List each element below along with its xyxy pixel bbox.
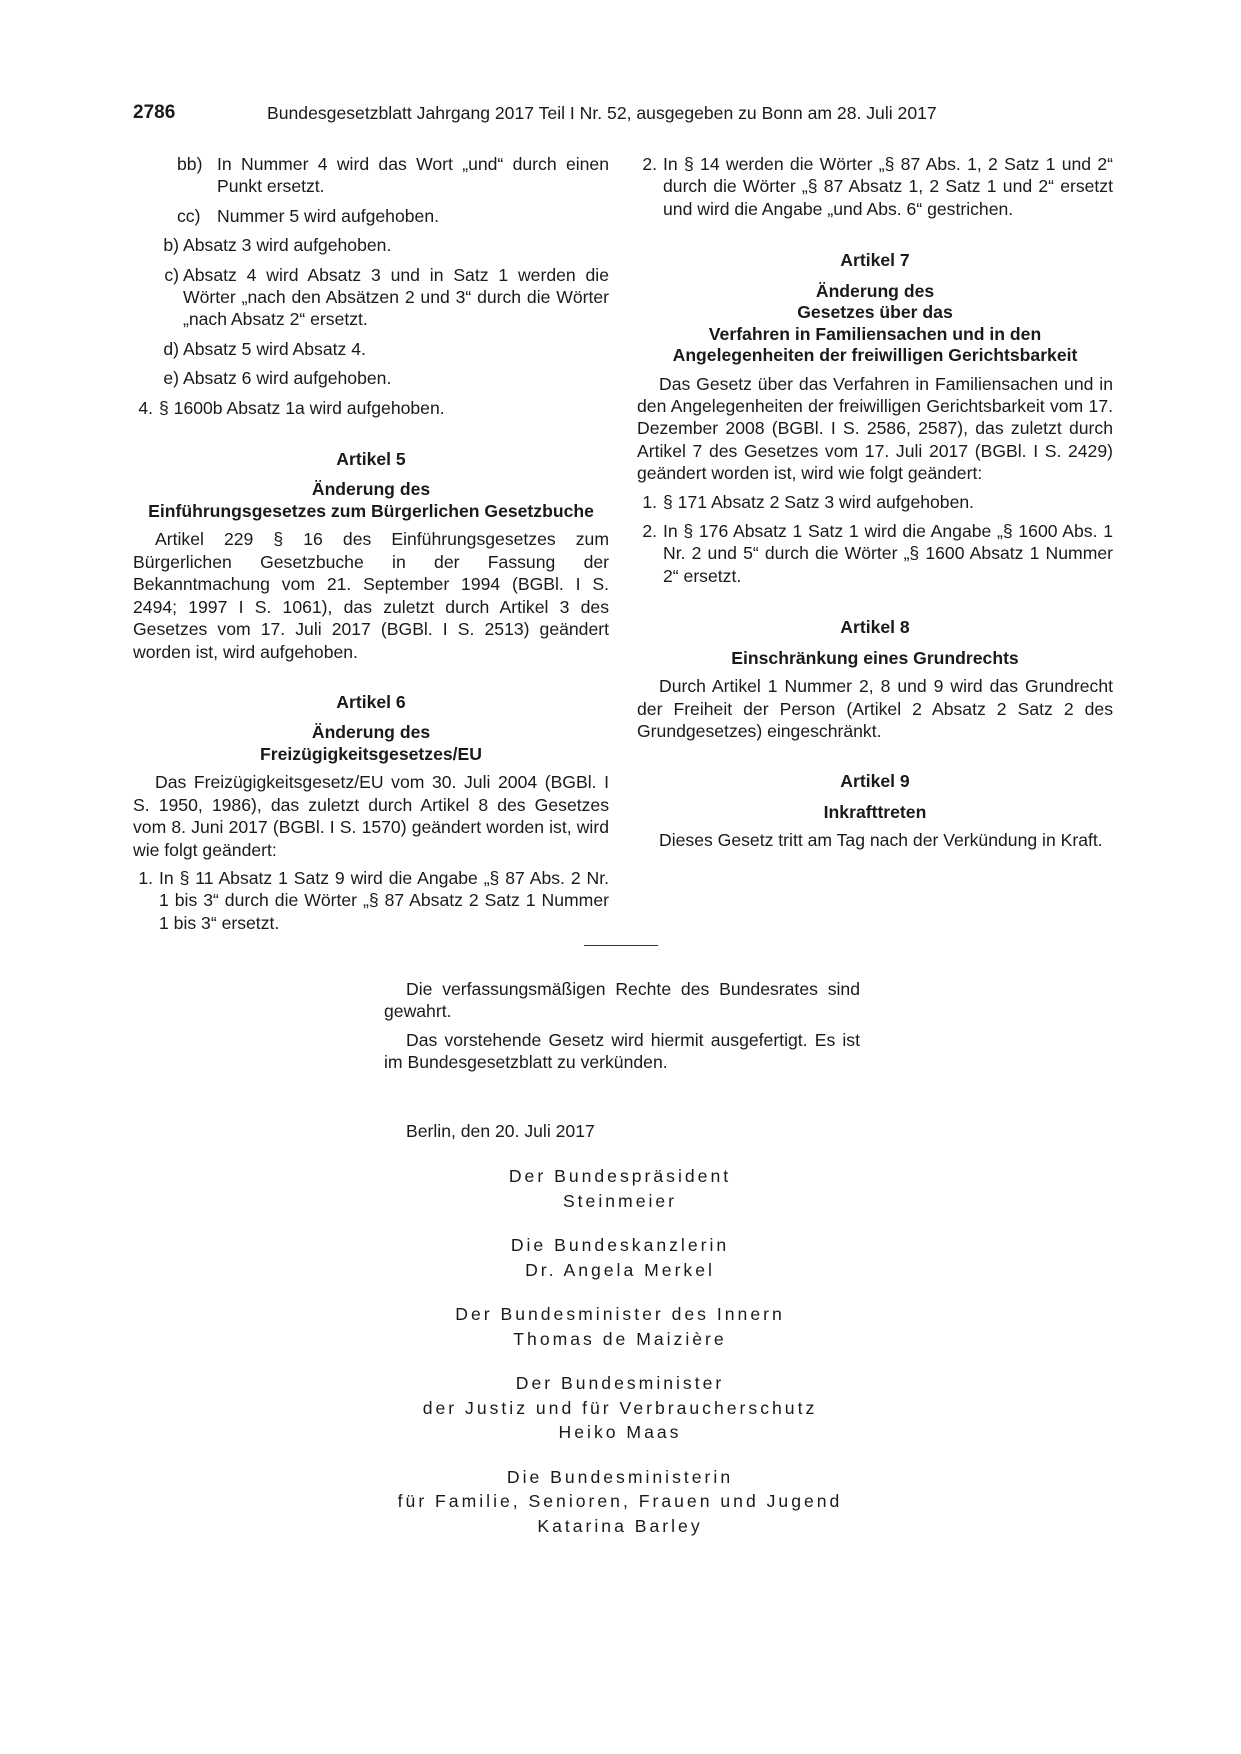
- item-label: b): [163, 235, 179, 256]
- signature: [340, 1302, 900, 1351]
- item-text: In Nummer 4 wird das Wort „und“ durch einen Punkt ersetzt.: [217, 154, 609, 197]
- article-title: [133, 479, 609, 522]
- list-item: [133, 367, 609, 389]
- right-column: [637, 153, 1113, 858]
- article-title-line: Gesetzes über das: [797, 302, 953, 323]
- signatory-role: Die Bundesministerin: [506, 1466, 734, 1487]
- article-title-line: Angelegenheiten der freiwilligen Gerichtsbarkeit: [672, 345, 1078, 366]
- closing-paragraph: Das vorstehende Gesetz wird hiermit ausgefertigt. Es ist im Bundesgesetzblatt zu verkünden.: [384, 1029, 860, 1073]
- article-title-line: Einführungsgesetzes zum Bürgerlichen Gesetzbuche: [148, 500, 594, 521]
- list-item: [637, 520, 1113, 587]
- item-text: Absatz 6 wird aufgehoben.: [183, 368, 392, 389]
- page-header: [133, 102, 1113, 130]
- article-body: Das Freizügigkeitsgesetz/EU vom 30. Juli 2004 (BGBl. I S. 1950, 1986), das zuletzt durch Artikel 8 des Gesetzes vom 8. Juni 2017 (BGBl. I S. 1570) geändert worden ist, wird wie folgt geändert:: [133, 772, 609, 860]
- item-text: § 1600b Absatz 1a wird aufgehoben.: [159, 397, 445, 418]
- article-title-line: Inkrafttreten: [823, 801, 927, 822]
- article-title: [133, 722, 609, 765]
- signatory-role: für Familie, Senioren, Frauen und Jugend: [397, 1491, 843, 1511]
- article-heading: Artikel 6: [336, 691, 406, 712]
- list-item: [133, 397, 609, 419]
- item-label: cc): [177, 205, 201, 226]
- article-heading: Artikel 8: [840, 617, 910, 638]
- article-title-line: Verfahren in Familiensachen und in den: [708, 323, 1042, 344]
- article-title: [637, 802, 1113, 824]
- header-title: Bundesgesetzblatt Jahrgang 2017 Teil I Nr. 52, ausgegeben zu Bonn am 28. Juli 2017: [267, 103, 937, 123]
- item-label: d): [163, 338, 179, 359]
- article-title-line: Änderung des: [311, 479, 431, 500]
- item-label: bb): [177, 154, 203, 174]
- list-item: [133, 264, 609, 331]
- list-item: [133, 338, 609, 360]
- place-date: Berlin, den 20. Juli 2017: [406, 1121, 595, 1141]
- article-heading: Artikel 9: [840, 771, 910, 792]
- signature: [340, 1371, 900, 1445]
- signatory-name: Dr. Angela Merkel: [525, 1259, 715, 1280]
- page-number: 2786: [133, 102, 176, 123]
- item-text: In § 176 Absatz 1 Satz 1 wird die Angabe „§ 1600 Abs. 1 Nr. 2 und 5“ durch die Wörter „§ 1600 Absatz 1 Nummer 2“ ersetzt.: [663, 521, 1113, 586]
- signature: [340, 1164, 900, 1213]
- article-title-line: Änderung des: [815, 280, 935, 301]
- signatory-name: Steinmeier: [562, 1190, 678, 1211]
- item-label: 4.: [138, 397, 153, 418]
- item-text: Nummer 5 wird aufgehoben.: [217, 205, 439, 226]
- list-item: [637, 491, 1113, 513]
- item-text: In § 11 Absatz 1 Satz 9 wird die Angabe „§ 87 Abs. 2 Nr. 1 bis 3“ durch die Wörter „§ 87 Absatz 2 Satz 1 Nummer 1 bis 3“ ersetzt.: [159, 867, 609, 933]
- closing-formula: [384, 978, 860, 1080]
- article-title-line: Einschränkung eines Grundrechts: [731, 647, 1019, 668]
- article-body: Dieses Gesetz tritt am Tag nach der Verkündung in Kraft.: [659, 830, 1103, 851]
- article-title-line: Änderung des: [311, 722, 431, 743]
- list-item: [133, 867, 609, 934]
- item-label: c): [164, 264, 179, 285]
- closing-paragraph: Die verfassungsmäßigen Rechte des Bundesrates sind gewahrt.: [384, 979, 860, 1022]
- item-label: 1.: [642, 491, 657, 512]
- item-label: 1.: [138, 867, 153, 888]
- signatory-name: Thomas de Maizière: [513, 1328, 727, 1349]
- list-item: [637, 153, 1113, 220]
- signatory-name: Heiko Maas: [558, 1422, 682, 1442]
- item-label: e): [163, 368, 179, 389]
- list-item: [133, 153, 609, 198]
- article-heading: Artikel 5: [336, 449, 406, 470]
- item-label: 2.: [642, 154, 657, 174]
- signatory-name: Katarina Barley: [537, 1515, 703, 1536]
- left-column: [133, 153, 609, 941]
- signatory-role: Der Bundespräsident: [508, 1166, 732, 1186]
- list-item: [133, 205, 609, 227]
- signature: [340, 1233, 900, 1282]
- signature: [340, 1465, 900, 1539]
- signature-block: [340, 1164, 900, 1558]
- item-label: 2.: [642, 521, 657, 542]
- article-title: [637, 648, 1113, 670]
- article-title-line: Freizügigkeitsgesetzes/EU: [260, 743, 482, 764]
- signatory-role: Der Bundesminister des Innern: [455, 1304, 785, 1324]
- article-title: [637, 281, 1113, 367]
- item-text: § 171 Absatz 2 Satz 3 wird aufgehoben.: [663, 491, 975, 512]
- signatory-role: Der Bundesminister: [515, 1373, 725, 1393]
- signatory-role: der Justiz und für Verbraucherschutz: [422, 1397, 818, 1418]
- item-text: Absatz 5 wird Absatz 4.: [183, 338, 366, 359]
- article-body: Durch Artikel 1 Nummer 2, 8 und 9 wird das Grundrecht der Freiheit der Person (Artikel 2 Absatz 2 Satz 2 des Grundgesetzes) eingeschränkt.: [637, 676, 1113, 741]
- article-body: Artikel 229 § 16 des Einführungsgesetzes zum Bürgerlichen Gesetzbuche in der Fassung der Bekanntmachung vom 21. September 1994 (BGBl. I S. 2494; 1997 I S. 1061), das zuletzt durch Artikel 3 des Gesetzes vom 17. Juli 2017 (BGBl. I S. 2513) geändert worden ist, wird aufgehoben.: [133, 529, 609, 662]
- section-divider: [584, 945, 658, 946]
- article-heading: Artikel 7: [840, 250, 910, 271]
- item-text: Absatz 4 wird Absatz 3 und in Satz 1 werden die Wörter „nach den Absätzen 2 und 3“ durch die Wörter „nach Absatz 2“ ersetzt.: [183, 264, 609, 330]
- list-item: [133, 234, 609, 256]
- signatory-role: Die Bundeskanzlerin: [510, 1235, 730, 1255]
- article-body: Das Gesetz über das Verfahren in Familiensachen und in den Angelegenheiten der freiwilligen Gerichtsbarkeit vom 17. Dezember 2008 (BGBl. I S. 2586, 2587), das zuletzt durch Artikel 7 des Gesetzes vom 17. Juli 2017 (BGBl. I S. 2429) geändert worden ist, wird wie folgt geändert:: [637, 373, 1113, 484]
- item-text: In § 14 werden die Wörter „§ 87 Abs. 1, 2 Satz 1 und 2“ durch die Wörter „§ 87 Absatz 1, 2 Satz 1 und 2“ ersetzt und wird die Angabe „und Abs. 6“ gestrichen.: [663, 154, 1113, 219]
- item-text: Absatz 3 wird aufgehoben.: [183, 235, 392, 256]
